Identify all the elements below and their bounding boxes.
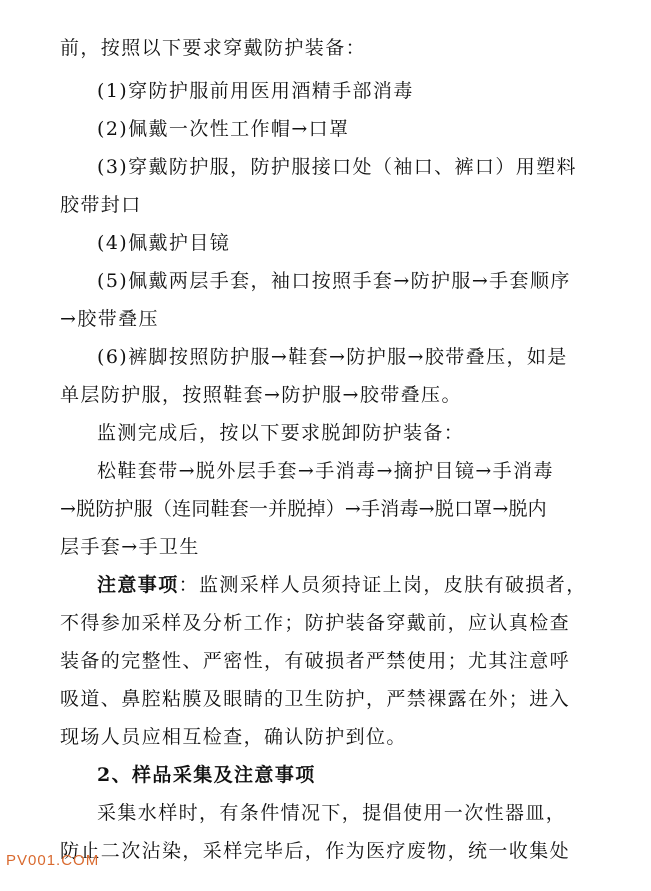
text-line-15 [0, 571, 651, 599]
text-line-13: →脱防护服（连同鞋套一并脱掉）→手消毒→脱口罩→脱内 [60, 498, 547, 520]
text-line-22: 防止二次沾染，采样完毕后，作为医疗废物，统一收集处 [60, 840, 571, 862]
text-line-21: 采集水样时，有条件情况下，提倡使用一次性器皿， [97, 802, 567, 824]
notice-heading: 注意事项 [97, 574, 179, 596]
text-line-2: (1)穿防护服前用医用酒精手部消毒 [97, 80, 414, 102]
text-line-17: 装备的完整性、严密性，有破损者严禁使用；尤其注意呼 [60, 650, 571, 672]
text-line-5: 胶带封口 [60, 194, 142, 216]
text-line-16: 不得参加采样及分析工作；防护装备穿戴前，应认真检查 [60, 612, 571, 634]
text-line-20 [0, 761, 651, 789]
text-line-7: (5)佩戴两层手套，袖口按照手套→防护服→手套顺序 [97, 270, 571, 292]
section-heading: 2、样品采集及注意事项 [97, 764, 316, 786]
text-line-6: (4)佩戴护目镜 [97, 232, 231, 254]
text-line-12: 松鞋套带→脱外层手套→手消毒→摘护目镜→手消毒 [97, 460, 554, 482]
text-line-10: 单层防护服，按照鞋套→防护服→胶带叠压。 [60, 384, 462, 406]
text-line-1: 前，按照以下要求穿戴防护装备： [60, 37, 367, 59]
text-line-14: 层手套→手卫生 [60, 536, 200, 558]
site-watermark: PV001.COM [6, 852, 100, 869]
text-line-3: (2)佩戴一次性工作帽→口罩 [97, 118, 350, 140]
text-line-19: 现场人员应相互检查，确认防护到位。 [60, 726, 407, 748]
text-line-4: (3)穿戴防护服，防护服接口处（袖口、裤口）用塑料 [97, 156, 577, 178]
text-line-9: (6)裤脚按照防护服→鞋套→防护服→胶带叠压，如是 [97, 346, 568, 368]
text-line-18: 吸道、鼻腔粘膜及眼睛的卫生防护，严禁裸露在外；进入 [60, 688, 571, 710]
notice-text: ：监测采样人员须持证上岗，皮肤有破损者， [178, 574, 587, 596]
text-line-11: 监测完成后，按以下要求脱卸防护装备： [97, 422, 465, 444]
text-line-8: →胶带叠压 [60, 308, 159, 330]
